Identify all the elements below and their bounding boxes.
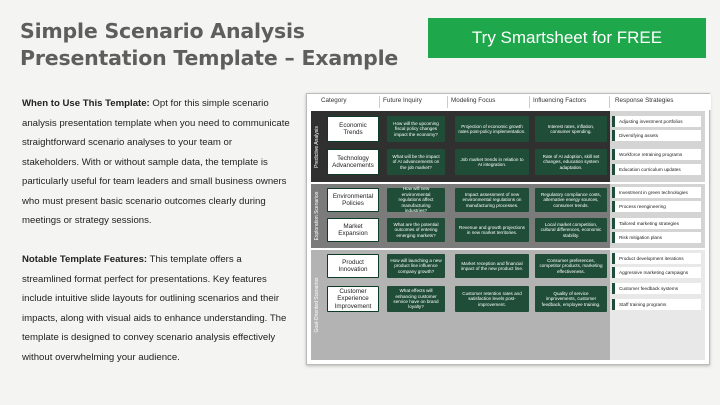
scenario-group — [311, 250, 705, 360]
focus-cell: Customer retention rates and satisfaction levels post-improvement. — [455, 286, 529, 312]
response-item: Workforce retraining programs — [612, 149, 701, 160]
focus-cell: Revenue and growth projections in new market territories. — [455, 218, 529, 242]
focus-cell: Impact assessment of new environmental regulations on manufacturing processes. — [455, 188, 529, 212]
when-to-use-text: Opt for this simple scenario analysis presentation template when you need to communicate straightforward scenario analyses to your team or stakeholders. With or without sample data, the template is particularly useful for team leaders and small business owners who must present basic scenario outcomes clearly during meetings or strategy sessions. — [22, 98, 290, 226]
column-header: Influencing Factors — [533, 97, 587, 104]
group-label: Exploration Scenarios — [314, 191, 320, 241]
inquiry-cell: What will be the impact of AI advancements on the job market? — [387, 149, 445, 175]
template-preview — [306, 93, 710, 365]
table-header — [307, 94, 711, 110]
category-cell: Economic Trends — [327, 116, 379, 142]
factors-cell: Rate of AI adoption, skill set changes, education system adaptation. — [535, 149, 607, 175]
inquiry-cell: What effects will enhancing customer service have on brand loyalty? — [387, 286, 445, 312]
page-title — [20, 18, 420, 72]
try-smartsheet-button[interactable]: Try Smartsheet for FREE — [428, 18, 706, 58]
category-cell: Environmental Policies — [327, 188, 379, 212]
factors-cell: Interest rates, inflation, consumer spending. — [535, 116, 607, 142]
response-item: Aggressive marketing campaigns — [612, 267, 701, 278]
response-item: Product development iterations — [612, 253, 701, 264]
when-to-use-heading: When to Use This Template: — [22, 98, 150, 109]
features-paragraph — [22, 250, 290, 367]
factors-cell: Quality of service improvements, customer feedback, employee training. — [535, 286, 607, 312]
response-item: Risk mitigation plans — [612, 232, 701, 243]
response-item: Investment in green technologies — [612, 187, 701, 198]
inquiry-cell: What are the potential outcomes of entering emerging markets? — [387, 218, 445, 242]
inquiry-cell: How will launching a new product line influence company growth? — [387, 254, 445, 278]
response-item: Adjusting investment portfolios — [612, 116, 701, 127]
features-text: This template offers a streamlined format perfect for presentations. Key features include intuitive slide layouts for outlining scenarios and their impacts, along with visual aids to enhance understanding. The template is designed to convey scenario analysis effectively without overwhelming your audience. — [22, 254, 287, 363]
column-header: Modeling Focus — [451, 97, 496, 104]
column-header: Response Strategies — [615, 97, 674, 104]
description — [22, 94, 290, 387]
inquiry-cell: How will the upcoming fiscal policy changes impact the economy? — [387, 116, 445, 142]
column-header: Future Inquiry — [383, 97, 422, 104]
response-item: Customer feedback systems — [612, 283, 701, 294]
focus-cell: Market reception and financial impact of the new product line. — [455, 254, 529, 278]
category-cell: Technology Advancements — [327, 149, 379, 175]
title-line-2: Presentation Template – Example — [20, 46, 399, 70]
focus-cell: Job market trends in relation to AI integration. — [455, 149, 529, 175]
category-cell: Market Expansion — [327, 218, 379, 242]
group-label: Predictive Analysis — [314, 125, 320, 168]
when-to-use-paragraph — [22, 94, 290, 231]
focus-cell: Projection of economic growth rates post-policy implementation. — [455, 116, 529, 142]
scenario-group — [311, 184, 705, 248]
inquiry-cell: How will new environmental regulations affect manufacturing industries? — [387, 188, 445, 212]
title-line-1: Simple Scenario Analysis — [20, 19, 305, 43]
factors-cell: Regulatory compliance costs, alternative energy sources, consumer trends. — [535, 188, 607, 212]
scenario-group — [311, 111, 705, 182]
response-item: Education curriculum updates — [612, 164, 701, 175]
response-item: Process reengineering — [612, 201, 701, 212]
response-item: Staff training programs — [612, 299, 701, 310]
factors-cell: Local market competition, cultural differences, economic stability. — [535, 218, 607, 242]
factors-cell: Consumer preferences, competitor products, marketing effectiveness. — [535, 254, 607, 278]
column-header: Category — [321, 97, 347, 104]
category-cell: Customer Experience Improvement — [327, 286, 379, 312]
group-label: Goal-Oriented Scenarios — [314, 277, 320, 333]
response-item: Tailored marketing strategies — [612, 218, 701, 229]
category-cell: Product Innovation — [327, 254, 379, 278]
response-item: Diversifying assets — [612, 130, 701, 141]
features-heading: Notable Template Features: — [22, 254, 148, 265]
